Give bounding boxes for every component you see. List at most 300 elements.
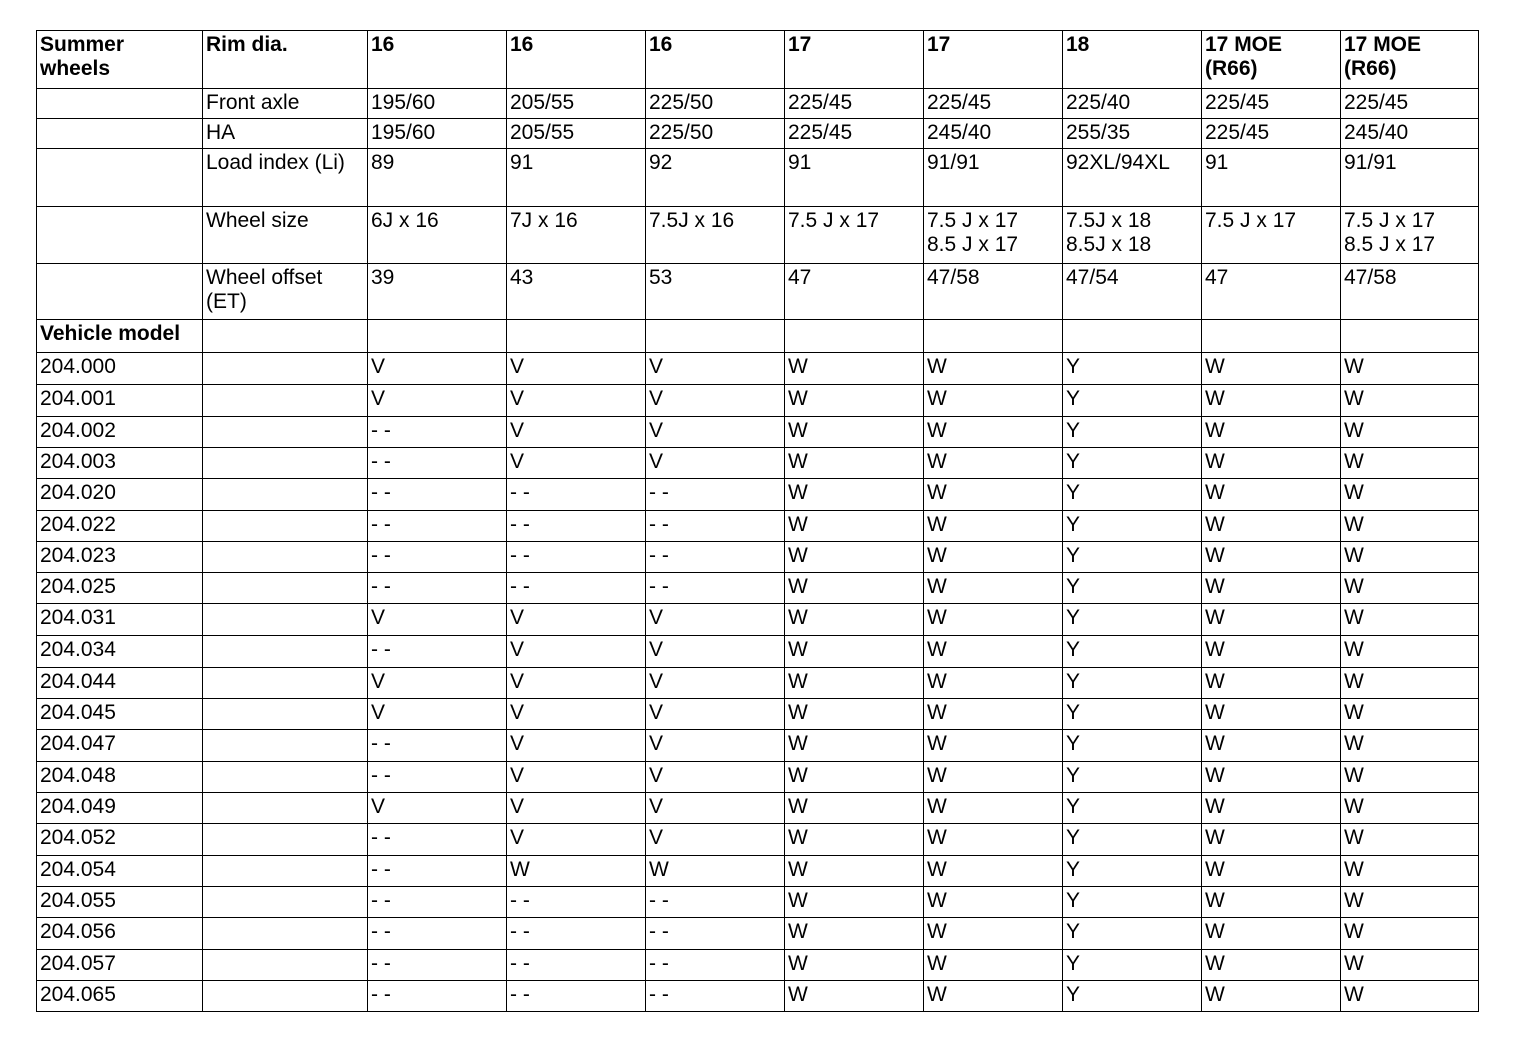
fitment-code: V xyxy=(646,824,785,856)
fitment-code: V xyxy=(368,604,507,636)
spec-value: 7J x 16 xyxy=(507,207,646,264)
fitment-code: W xyxy=(785,542,924,573)
spec-value: 91/91 xyxy=(1341,149,1479,207)
vehicle-model: 204.023 xyxy=(37,542,203,573)
table-row xyxy=(37,793,1479,824)
spec-value: 225/45 xyxy=(1341,89,1479,119)
spec-value: 47 xyxy=(785,264,924,320)
section-empty-cell xyxy=(203,320,368,353)
spec-value: 205/55 xyxy=(507,119,646,149)
spec-value: 53 xyxy=(646,264,785,320)
fitment-code: V xyxy=(507,604,646,636)
fitment-code: W xyxy=(1202,479,1341,511)
fitment-code: W xyxy=(924,950,1063,981)
fitment-code: W xyxy=(785,353,924,385)
fitment-code: - - xyxy=(507,542,646,573)
model-empty-cell xyxy=(203,636,368,668)
fitment-code: W xyxy=(1202,448,1341,479)
fitment-code: Y xyxy=(1063,511,1202,542)
spec-empty-cell xyxy=(37,207,203,264)
vehicle-model: 204.002 xyxy=(37,417,203,448)
fitment-code: - - xyxy=(368,950,507,981)
fitment-code: - - xyxy=(368,918,507,950)
fitment-code: - - xyxy=(507,918,646,950)
table-row xyxy=(37,887,1479,918)
fitment-code: W xyxy=(646,856,785,887)
spec-row xyxy=(37,207,1479,264)
model-empty-cell xyxy=(203,353,368,385)
fitment-code: W xyxy=(924,762,1063,793)
table-row xyxy=(37,542,1479,573)
section-empty-cell xyxy=(785,320,924,353)
fitment-code: W xyxy=(1341,793,1479,824)
fitment-code: - - xyxy=(646,479,785,511)
fitment-code: Y xyxy=(1063,542,1202,573)
vehicle-model: 204.003 xyxy=(37,448,203,479)
table-row xyxy=(37,385,1479,417)
fitment-code: W xyxy=(1341,699,1479,730)
fitment-code: - - xyxy=(646,573,785,604)
fitment-code: V xyxy=(646,730,785,762)
table-title: Summer wheels xyxy=(37,31,203,89)
table-row xyxy=(37,668,1479,699)
spec-empty-cell xyxy=(37,119,203,149)
fitment-code: W xyxy=(1341,856,1479,887)
table-row xyxy=(37,699,1479,730)
fitment-code: V xyxy=(507,699,646,730)
fitment-code: W xyxy=(1202,762,1341,793)
fitment-code: W xyxy=(1202,573,1341,604)
table-row xyxy=(37,479,1479,511)
fitment-code: Y xyxy=(1063,950,1202,981)
fitment-code: W xyxy=(1202,699,1341,730)
spec-value: 39 xyxy=(368,264,507,320)
spec-value: 91/91 xyxy=(924,149,1063,207)
spec-label: Front axle xyxy=(203,89,368,119)
fitment-code: W xyxy=(924,887,1063,918)
vehicle-model: 204.057 xyxy=(37,950,203,981)
vehicle-model: 204.034 xyxy=(37,636,203,668)
table-row xyxy=(37,762,1479,793)
spec-label: HA xyxy=(203,119,368,149)
fitment-code: W xyxy=(1202,918,1341,950)
fitment-code: V xyxy=(646,448,785,479)
spec-empty-cell xyxy=(37,264,203,320)
fitment-code: V xyxy=(646,668,785,699)
fitment-code: W xyxy=(1202,636,1341,668)
vehicle-model: 204.020 xyxy=(37,479,203,511)
rim-dia-cell: 16 xyxy=(368,31,507,89)
table-row xyxy=(37,604,1479,636)
vehicle-model: 204.000 xyxy=(37,353,203,385)
fitment-code: Y xyxy=(1063,448,1202,479)
table-row xyxy=(37,636,1479,668)
model-empty-cell xyxy=(203,511,368,542)
model-empty-cell xyxy=(203,887,368,918)
model-empty-cell xyxy=(203,856,368,887)
fitment-code: W xyxy=(1341,981,1479,1012)
fitment-code: W xyxy=(785,573,924,604)
table-row xyxy=(37,511,1479,542)
vehicle-model: 204.025 xyxy=(37,573,203,604)
fitment-code: W xyxy=(1341,542,1479,573)
fitment-code: W xyxy=(1341,479,1479,511)
fitment-code: Y xyxy=(1063,887,1202,918)
fitment-code: W xyxy=(1341,887,1479,918)
fitment-code: V xyxy=(507,636,646,668)
spec-value: 225/45 xyxy=(924,89,1063,119)
fitment-code: W xyxy=(785,699,924,730)
vehicle-model: 204.065 xyxy=(37,981,203,1012)
fitment-code: W xyxy=(1341,950,1479,981)
model-empty-cell xyxy=(203,479,368,511)
table-row xyxy=(37,573,1479,604)
spec-value: 195/60 xyxy=(368,119,507,149)
spec-value: 225/50 xyxy=(646,89,785,119)
model-empty-cell xyxy=(203,542,368,573)
spec-value: 225/45 xyxy=(785,119,924,149)
table-row xyxy=(37,918,1479,950)
fitment-code: Y xyxy=(1063,981,1202,1012)
spec-row xyxy=(37,89,1479,119)
fitment-code: - - xyxy=(507,479,646,511)
fitment-code: V xyxy=(646,762,785,793)
fitment-code: W xyxy=(1202,824,1341,856)
fitment-code: - - xyxy=(646,542,785,573)
fitment-code: W xyxy=(1202,385,1341,417)
fitment-code: Y xyxy=(1063,385,1202,417)
spec-value: 47/54 xyxy=(1063,264,1202,320)
spec-value: 225/50 xyxy=(646,119,785,149)
fitment-code: W xyxy=(924,573,1063,604)
fitment-code: W xyxy=(1341,417,1479,448)
fitment-code: W xyxy=(1202,856,1341,887)
fitment-code: Y xyxy=(1063,479,1202,511)
spec-value: 92 xyxy=(646,149,785,207)
fitment-code: W xyxy=(1341,824,1479,856)
fitment-code: W xyxy=(924,511,1063,542)
fitment-code: W xyxy=(924,385,1063,417)
fitment-code: W xyxy=(924,856,1063,887)
spec-empty-cell xyxy=(37,89,203,119)
table-row xyxy=(37,417,1479,448)
spec-value: 7.5J x 18 8.5J x 18 xyxy=(1063,207,1202,264)
fitment-code: W xyxy=(924,918,1063,950)
fitment-code: Y xyxy=(1063,856,1202,887)
spec-value: 225/45 xyxy=(1202,119,1341,149)
fitment-code: W xyxy=(924,542,1063,573)
spec-value: 245/40 xyxy=(1341,119,1479,149)
rim-dia-cell: 18 xyxy=(1063,31,1202,89)
fitment-code: W xyxy=(1341,918,1479,950)
vehicle-model: 204.049 xyxy=(37,793,203,824)
vehicle-model: 204.047 xyxy=(37,730,203,762)
fitment-code: - - xyxy=(507,573,646,604)
fitment-code: V xyxy=(368,385,507,417)
fitment-code: W xyxy=(507,856,646,887)
model-empty-cell xyxy=(203,730,368,762)
fitment-code: W xyxy=(1341,385,1479,417)
rim-dia-label: Rim dia. xyxy=(203,31,368,89)
fitment-code: V xyxy=(507,385,646,417)
fitment-code: W xyxy=(1341,730,1479,762)
fitment-code: W xyxy=(785,730,924,762)
section-empty-cell xyxy=(646,320,785,353)
fitment-code: V xyxy=(507,824,646,856)
spec-label: Wheel size xyxy=(203,207,368,264)
fitment-code: W xyxy=(785,636,924,668)
fitment-code: V xyxy=(507,793,646,824)
section-label: Vehicle model xyxy=(37,320,203,353)
table-row xyxy=(37,981,1479,1012)
rim-dia-cell: 17 xyxy=(924,31,1063,89)
spec-value: 205/55 xyxy=(507,89,646,119)
table-body xyxy=(37,31,1479,1012)
model-empty-cell xyxy=(203,448,368,479)
fitment-code: Y xyxy=(1063,636,1202,668)
fitment-code: Y xyxy=(1063,353,1202,385)
fitment-code: - - xyxy=(507,887,646,918)
fitment-code: - - xyxy=(368,856,507,887)
vehicle-model: 204.045 xyxy=(37,699,203,730)
fitment-code: - - xyxy=(368,981,507,1012)
section-empty-cell xyxy=(1341,320,1479,353)
fitment-code: W xyxy=(1202,417,1341,448)
fitment-code: - - xyxy=(368,762,507,793)
table-row xyxy=(37,353,1479,385)
fitment-code: W xyxy=(785,856,924,887)
fitment-code: W xyxy=(785,824,924,856)
spec-value: 43 xyxy=(507,264,646,320)
fitment-code: W xyxy=(785,793,924,824)
spec-label: Load index (Li) xyxy=(203,149,368,207)
fitment-code: V xyxy=(507,730,646,762)
spec-value: 6J x 16 xyxy=(368,207,507,264)
fitment-code: W xyxy=(1202,353,1341,385)
vehicle-model: 204.044 xyxy=(37,668,203,699)
fitment-code: V xyxy=(507,448,646,479)
table-row xyxy=(37,950,1479,981)
fitment-code: W xyxy=(924,824,1063,856)
fitment-code: W xyxy=(924,479,1063,511)
fitment-code: V xyxy=(507,417,646,448)
model-empty-cell xyxy=(203,385,368,417)
spec-value: 225/45 xyxy=(1202,89,1341,119)
fitment-code: W xyxy=(924,636,1063,668)
fitment-code: W xyxy=(785,417,924,448)
spec-value: 7.5 J x 17 xyxy=(785,207,924,264)
spec-value: 245/40 xyxy=(924,119,1063,149)
fitment-code: W xyxy=(1202,511,1341,542)
fitment-code: - - xyxy=(368,448,507,479)
spec-empty-cell xyxy=(37,149,203,207)
fitment-code: - - xyxy=(368,636,507,668)
fitment-code: W xyxy=(785,511,924,542)
fitment-code: W xyxy=(924,699,1063,730)
spec-value: 91 xyxy=(507,149,646,207)
fitment-code: - - xyxy=(646,918,785,950)
fitment-code: Y xyxy=(1063,918,1202,950)
fitment-code: V xyxy=(368,668,507,699)
table-row xyxy=(37,824,1479,856)
table-row xyxy=(37,856,1479,887)
section-empty-cell xyxy=(507,320,646,353)
spec-row xyxy=(37,119,1479,149)
fitment-code: W xyxy=(785,762,924,793)
model-empty-cell xyxy=(203,417,368,448)
fitment-code: W xyxy=(785,918,924,950)
fitment-code: W xyxy=(785,604,924,636)
fitment-code: W xyxy=(785,950,924,981)
fitment-code: V xyxy=(646,793,785,824)
fitment-code: W xyxy=(924,981,1063,1012)
spec-value: 225/45 xyxy=(785,89,924,119)
spec-value: 47 xyxy=(1202,264,1341,320)
fitment-code: W xyxy=(785,668,924,699)
rim-dia-cell: 16 xyxy=(646,31,785,89)
fitment-code: W xyxy=(924,730,1063,762)
fitment-code: W xyxy=(924,353,1063,385)
fitment-code: - - xyxy=(646,950,785,981)
fitment-code: - - xyxy=(368,573,507,604)
fitment-code: W xyxy=(1341,448,1479,479)
fitment-code: W xyxy=(1341,604,1479,636)
fitment-code: W xyxy=(924,448,1063,479)
model-empty-cell xyxy=(203,950,368,981)
model-empty-cell xyxy=(203,699,368,730)
section-empty-cell xyxy=(1202,320,1341,353)
fitment-code: W xyxy=(1341,511,1479,542)
fitment-code: - - xyxy=(368,417,507,448)
fitment-code: W xyxy=(924,668,1063,699)
vehicle-model: 204.056 xyxy=(37,918,203,950)
vehicle-model: 204.031 xyxy=(37,604,203,636)
fitment-code: W xyxy=(1202,887,1341,918)
fitment-code: W xyxy=(1202,981,1341,1012)
rim-dia-cell: 17 MOE (R66) xyxy=(1202,31,1341,89)
spec-value: 89 xyxy=(368,149,507,207)
table-row xyxy=(37,730,1479,762)
fitment-code: W xyxy=(924,793,1063,824)
fitment-code: W xyxy=(1341,762,1479,793)
fitment-code: - - xyxy=(646,887,785,918)
fitment-code: - - xyxy=(368,542,507,573)
fitment-code: Y xyxy=(1063,573,1202,604)
fitment-code: - - xyxy=(507,950,646,981)
fitment-code: W xyxy=(1202,793,1341,824)
table-row xyxy=(37,448,1479,479)
vehicle-model: 204.054 xyxy=(37,856,203,887)
fitment-code: V xyxy=(646,604,785,636)
fitment-code: - - xyxy=(368,887,507,918)
fitment-code: V xyxy=(646,699,785,730)
section-empty-cell xyxy=(924,320,1063,353)
spec-value: 91 xyxy=(785,149,924,207)
spec-value: 7.5 J x 17 8.5 J x 17 xyxy=(924,207,1063,264)
spec-value: 7.5J x 16 xyxy=(646,207,785,264)
spec-value: 195/60 xyxy=(368,89,507,119)
fitment-code: - - xyxy=(368,730,507,762)
model-empty-cell xyxy=(203,824,368,856)
fitment-code: - - xyxy=(507,511,646,542)
fitment-code: - - xyxy=(368,479,507,511)
fitment-code: W xyxy=(924,417,1063,448)
fitment-code: V xyxy=(646,417,785,448)
model-empty-cell xyxy=(203,762,368,793)
fitment-code: V xyxy=(646,353,785,385)
header-row xyxy=(37,31,1479,89)
fitment-code: V xyxy=(368,699,507,730)
fitment-code: W xyxy=(785,887,924,918)
fitment-code: Y xyxy=(1063,417,1202,448)
spec-label: Wheel offset (ET) xyxy=(203,264,368,320)
model-empty-cell xyxy=(203,981,368,1012)
fitment-code: W xyxy=(1341,353,1479,385)
spec-value: 255/35 xyxy=(1063,119,1202,149)
section-row xyxy=(37,320,1479,353)
summer-wheels-table xyxy=(36,30,1479,1012)
fitment-code: W xyxy=(1202,604,1341,636)
fitment-code: - - xyxy=(646,981,785,1012)
fitment-code: Y xyxy=(1063,762,1202,793)
vehicle-model: 204.022 xyxy=(37,511,203,542)
model-empty-cell xyxy=(203,918,368,950)
rim-dia-cell: 16 xyxy=(507,31,646,89)
fitment-code: V xyxy=(646,385,785,417)
fitment-code: W xyxy=(785,385,924,417)
fitment-code: - - xyxy=(507,981,646,1012)
fitment-code: V xyxy=(646,636,785,668)
model-empty-cell xyxy=(203,793,368,824)
section-empty-cell xyxy=(368,320,507,353)
fitment-code: Y xyxy=(1063,730,1202,762)
spec-value: 91 xyxy=(1202,149,1341,207)
fitment-code: Y xyxy=(1063,793,1202,824)
fitment-code: W xyxy=(785,981,924,1012)
model-empty-cell xyxy=(203,604,368,636)
spec-row xyxy=(37,149,1479,207)
fitment-code: Y xyxy=(1063,668,1202,699)
rim-dia-cell: 17 MOE (R66) xyxy=(1341,31,1479,89)
vehicle-model: 204.052 xyxy=(37,824,203,856)
spec-value: 7.5 J x 17 xyxy=(1202,207,1341,264)
fitment-code: Y xyxy=(1063,604,1202,636)
spec-value: 7.5 J x 17 8.5 J x 17 xyxy=(1341,207,1479,264)
spec-row xyxy=(37,264,1479,320)
rim-dia-cell: 17 xyxy=(785,31,924,89)
model-empty-cell xyxy=(203,668,368,699)
spec-value: 92XL/94XL xyxy=(1063,149,1202,207)
spec-value: 47/58 xyxy=(924,264,1063,320)
fitment-code: W xyxy=(785,448,924,479)
fitment-code: V xyxy=(507,668,646,699)
fitment-code: - - xyxy=(368,511,507,542)
vehicle-model: 204.001 xyxy=(37,385,203,417)
fitment-code: Y xyxy=(1063,699,1202,730)
fitment-code: W xyxy=(785,479,924,511)
fitment-code: W xyxy=(1341,636,1479,668)
fitment-code: W xyxy=(1202,730,1341,762)
vehicle-model: 204.055 xyxy=(37,887,203,918)
fitment-code: W xyxy=(1341,573,1479,604)
vehicle-model: 204.048 xyxy=(37,762,203,793)
fitment-code: V xyxy=(507,762,646,793)
fitment-code: - - xyxy=(368,824,507,856)
fitment-code: W xyxy=(1202,542,1341,573)
model-empty-cell xyxy=(203,573,368,604)
fitment-code: V xyxy=(507,353,646,385)
fitment-code: - - xyxy=(646,511,785,542)
